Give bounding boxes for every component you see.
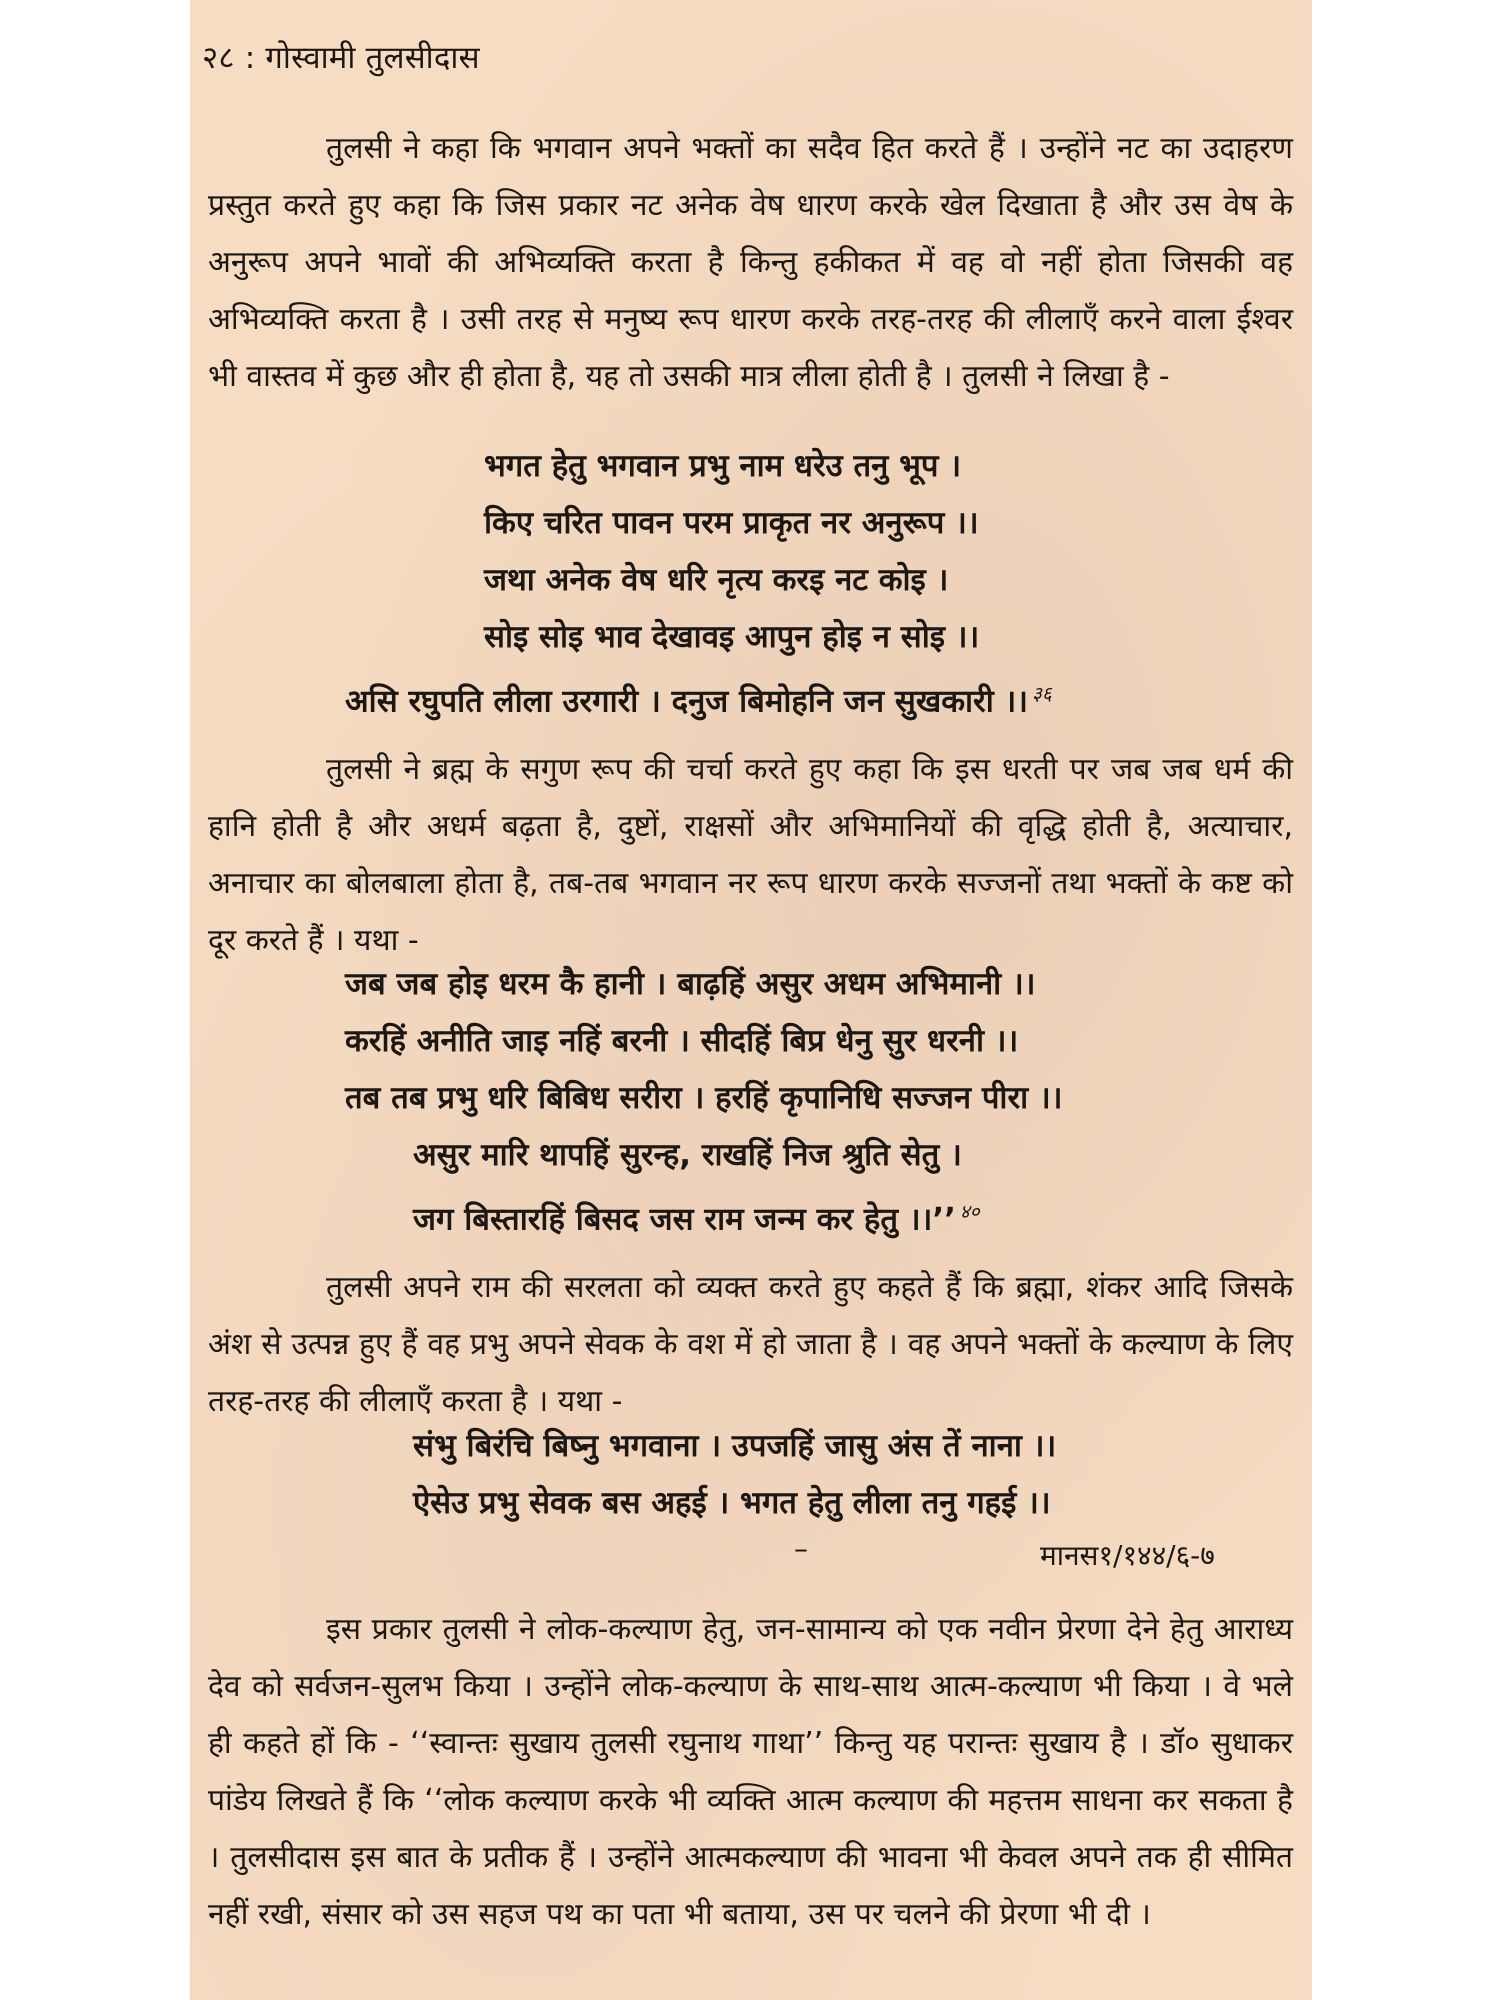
verse-line: संभु बिरंचि बिष्नु भगवाना । उपजहिं जासु अंस तें नाना ।। [413, 1428, 1057, 1464]
verse-text: जग बिस्तारहिं बिसद जस राम जन्म कर हेतु ।।’’ [413, 1201, 956, 1238]
verse-line: भगत हेतु भगवान प्रभु नाम धरेउ तनु भूप । [484, 448, 962, 484]
book-page [190, 0, 1312, 2000]
paragraph-4: इस प्रकार तुलसी ने लोक-कल्याण हेतु, जन-सामान्य को एक नवीन प्रेरणा देने हेतु आराध्य देव को सर्वजन-सुलभ किया । उन्होंने लोक-कल्याण के साथ-साथ आत्म-कल्याण भी किया । वे भले ही कहते हों कि - ‘‘स्वान्तः सुखाय तुलसी रघुनाथ गाथा’’ किन्तु यह परान्तः सुखाय है । डॉ० सुधाकर पांडेय लिखते हैं कि ‘‘लोक कल्याण करके भी व्यक्ति आत्म कल्याण की महत्तम साधना कर सकता है । तुलसीदास इस बात के प्रतीक हैं । उन्होंने आत्मकल्याण की भावना भी केवल अपने तक ही सीमित नहीं रखी, संसार को उस सहज पथ का पता भी बताया, उस पर चलने की प्रेरणा भी दी । [208, 1612, 1293, 1932]
citation-dash: – [794, 1532, 808, 1565]
running-header: २८ : गोस्वामी तुलसीदास [202, 40, 480, 76]
verse-text: असि रघुपति लीला उरगारी । दनुज बिमोहनि जन सुखकारी ।। [345, 683, 1029, 720]
verse-line-with-footnote [345, 674, 1052, 721]
verse-line: जथा अनेक वेष धरि नृत्य करइ नट कोइ । [484, 562, 949, 598]
verse-line: असुर मारि थापहिं सुरन्ह, राखहिं निज श्रुति सेतु । [413, 1137, 962, 1173]
verse-line: सोइ सोइ भाव देखावइ आपुन होइ न सोइ ।। [484, 619, 980, 655]
paragraph-3: तुलसी अपने राम की सरलता को व्यक्त करते हुए कहते हैं कि ब्रह्मा, शंकर आदि जिसके अंश से उत्पन्न हुए हैं वह प्रभु अपने सेवक के वश में हो जाता है । वह अपने भक्तों के कल्याण के लिए तरह-तरह की लीलाएँ करता है । यथा - [208, 1270, 1293, 1419]
verse-line: करहिं अनीति जाइ नहिं बरनी । सीदहिं बिप्र धेनु सुर धरनी ।। [345, 1023, 1019, 1059]
verse-line: जब जब होइ धरम कै हानी । बाढ़हिं असुर अधम अभिमानी ।। [345, 966, 1036, 1002]
verse-line: ऐसेउ प्रभु सेवक बस अहई । भगत हेतु लीला तनु गहई ।। [413, 1485, 1051, 1521]
verse-line-with-footnote [413, 1192, 980, 1239]
footnote-marker: ४० [959, 1201, 980, 1223]
verse-line: तब तब प्रभु धरि बिबिध सरीरा । हरहिं कृपानिधि सज्जन पीरा ।। [345, 1080, 1063, 1116]
footnote-marker: ३६ [1032, 683, 1052, 705]
paragraph-2: तुलसी ने ब्रह्म के सगुण रूप की चर्चा करते हुए कहा कि इस धरती पर जब जब धर्म की हानि होती है और अधर्म बढ़ता है, दुष्टों, राक्षसों और अभिमानियों की वृद्धि होती है, अत्याचार, अनाचार का बोलबाला होता है, तब-तब भगवान नर रूप धारण करके सज्जनों तथा भक्तों के कष्ट को दूर करते हैं । यथा - [208, 752, 1293, 958]
paragraph-1: तुलसी ने कहा कि भगवान अपने भक्तों का सदैव हित करते हैं । उन्होंने नट का उदाहरण प्रस्तुत करते हुए कहा कि जिस प्रकार नट अनेक वेष धारण करके खेल दिखाता है और उस वेष के अनुरूप अपने भावों की अभिव्यक्ति करता है किन्तु हकीकत में वह वो नहीं होता जिसकी वह अभिव्यक्ति करता है । उसी तरह से मनुष्य रूप धारण करके तरह-तरह की लीलाएँ करने वाला ईश्वर भी वास्तव में कुछ और ही होता है, यह तो उसकी मात्र लीला होती है । तुलसी ने लिखा है - [208, 131, 1293, 394]
verse-line: किए चरित पावन परम प्राकृत नर अनुरूप ।। [484, 505, 979, 541]
source-reference: मानस१/१४४/६-७ [1040, 1539, 1215, 1572]
